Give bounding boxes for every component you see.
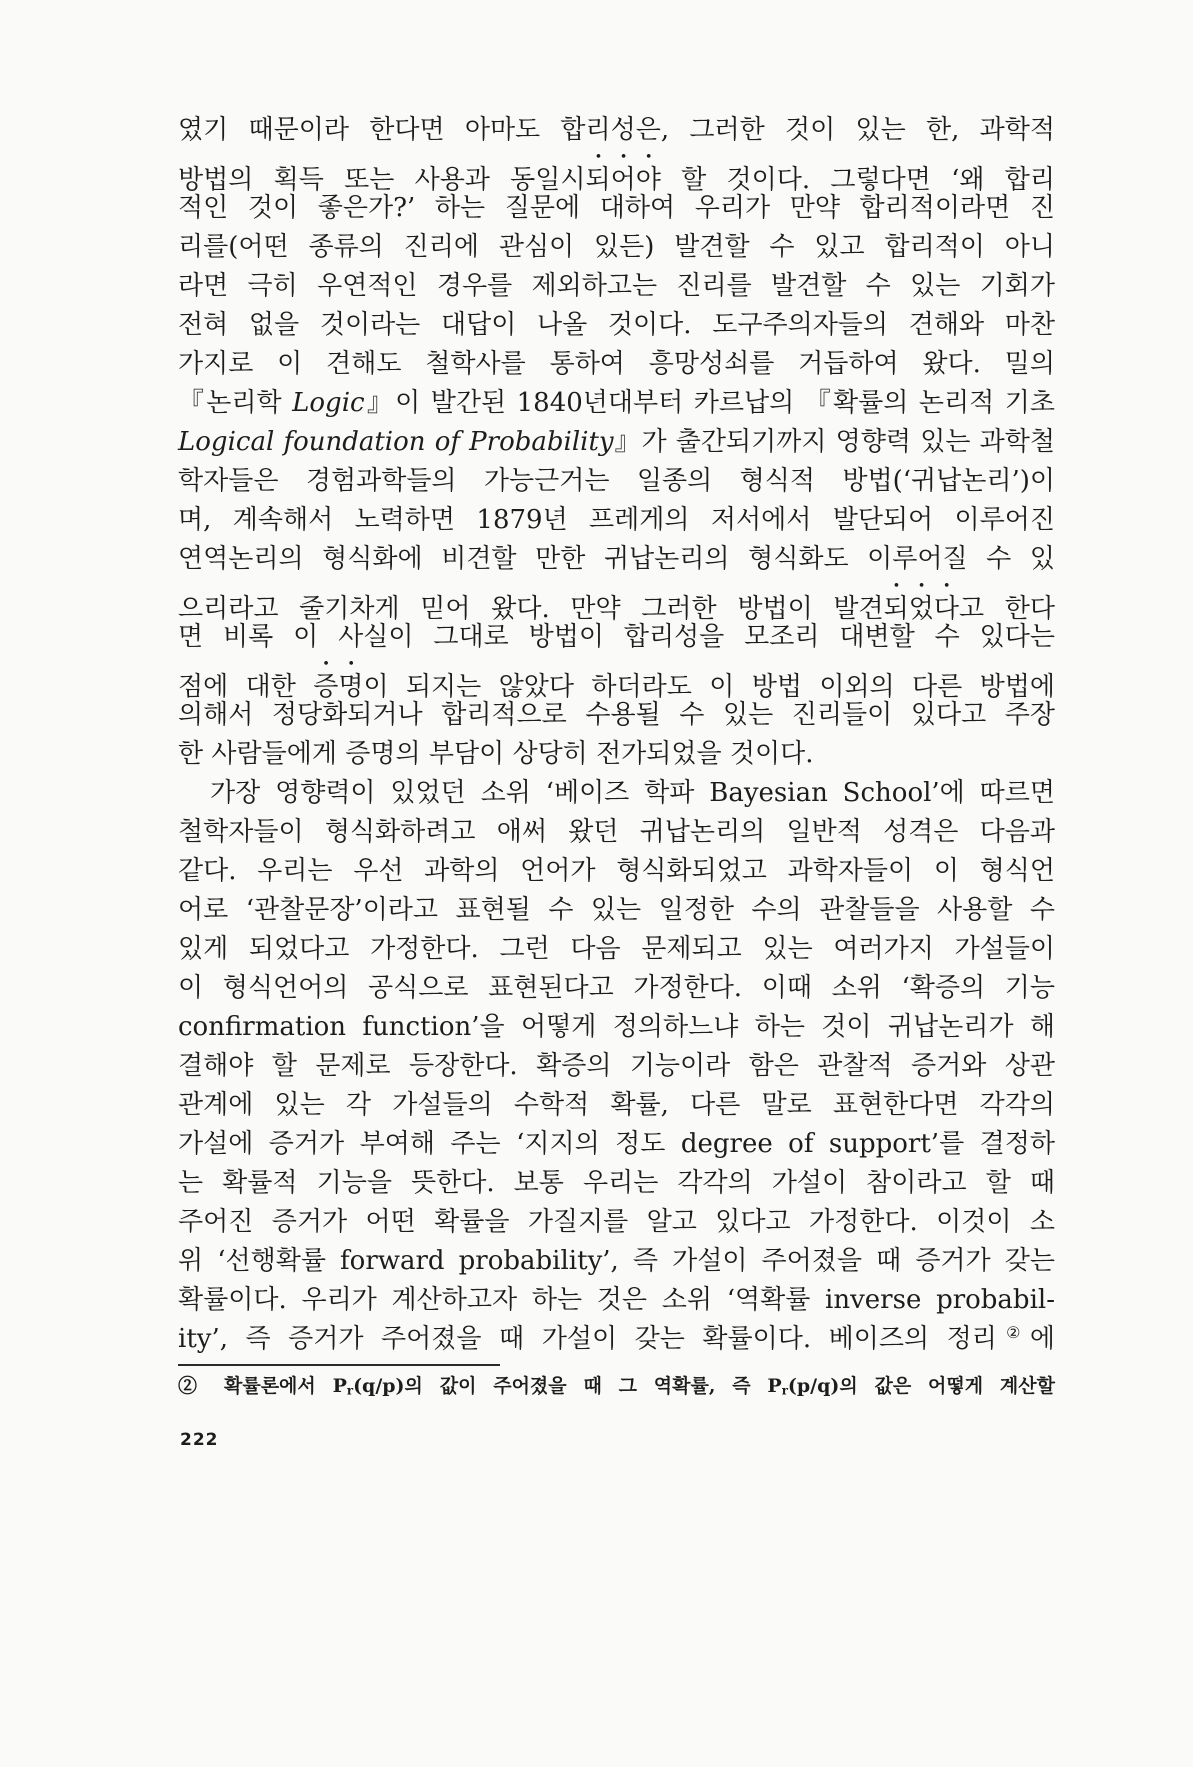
paragraph <box>178 774 1055 1359</box>
text-segment: 며, 계속해서 노력하면 1879년 프레게의 저서에서 발단되어 이루어진 <box>178 505 1055 535</box>
text-segment: ② 확률론에서 P <box>178 1375 347 1397</box>
text-segment: 학자들은 경험과학들의 가능근거는 일종의 형식적 방법(‘귀납논리’)이 <box>178 466 1055 496</box>
text-line <box>178 150 1055 195</box>
italic-title: Logical foundation of Probability <box>178 427 614 457</box>
text-line <box>178 657 1055 702</box>
text-line <box>178 189 1055 228</box>
text-line <box>178 1320 1055 1359</box>
footnote-divider <box>178 1364 500 1366</box>
text-line <box>178 1047 1055 1086</box>
text-segment: 주어진 증거가 어떤 확률을 가질지를 알고 있다고 가정한다. 이것이 소 <box>178 1207 1055 1237</box>
emphasized-text: 되어야 <box>585 165 661 195</box>
text-line <box>178 1203 1055 1242</box>
text-segment: 고 한다 <box>958 594 1055 624</box>
subscript: r <box>346 1383 354 1398</box>
text-segment: 가장 영향력이 있었던 소위 ‘베이즈 학파 Bayesian School’에 따르면 <box>210 778 1055 808</box>
text-segment: 한 사람들에게 증명의 부담이 상당히 전가되었을 것이다. <box>178 739 814 769</box>
text-segment: 라면 극히 우연적인 경우를 제외하고는 진리를 발견할 수 있는 기회가 <box>178 271 1055 301</box>
text-line <box>178 618 1055 657</box>
text-line <box>178 228 1055 267</box>
text-segment: 』이 발간된 1840년대부터 카르납의 『확률의 논리적 기초 <box>364 388 1055 418</box>
footnote-line <box>178 1372 1055 1400</box>
text-segment: 확률이다. 우리가 계산하고자 하는 것은 소위 ‘역확률 inverse probabil- <box>178 1285 1055 1315</box>
text-segment: ity’, 즉 증거가 주어졌을 때 가설이 갖는 확률이다. 베이즈의 정리 <box>178 1324 997 1354</box>
text-segment: 였기 때문이라 한다면 아마도 합리성은, 그러한 것이 있는 한, 과학적 <box>178 115 1055 145</box>
text-segment: 할 것이다. 그렇다면 ‘왜 합리 <box>660 165 1055 195</box>
text-line <box>178 345 1055 384</box>
text-line <box>178 267 1055 306</box>
text-line <box>178 1008 1055 1047</box>
text-line <box>178 306 1055 345</box>
text-segment: 의해서 정당화되거나 합리적으로 수용될 수 있는 진리들이 있다고 주장 <box>178 700 1055 730</box>
text-segment: 으리라고 줄기차게 믿어 왔다. 만약 그러한 방법이 발견 <box>178 594 884 624</box>
text-segment: 가지로 이 견해도 철학사를 통하여 흥망성쇠를 거듭하여 왔다. 밀의 <box>178 349 1055 379</box>
text-segment: 이 되지는 않았다 하더라도 이 방법 이외의 다른 방법에 <box>363 672 1055 702</box>
text-segment: 이 형식언어의 공식으로 표현된다고 가정한다. 이때 소위 ‘확증의 기능 <box>178 973 1055 1003</box>
text-line <box>178 696 1055 735</box>
text-line <box>178 579 1055 624</box>
text-segment: 『논리학 <box>178 388 293 418</box>
subscript: r <box>781 1383 788 1398</box>
text-segment: 어로 ‘관찰문장’이라고 표현될 수 있는 일정한 수의 관찰들을 사용할 수 <box>178 895 1055 925</box>
text-line <box>178 384 1055 423</box>
footnote <box>178 1372 1055 1400</box>
emphasized-text: 되었다 <box>883 594 959 624</box>
text-line <box>178 774 1055 813</box>
italic-title: Logic <box>292 388 365 418</box>
text-segment: 에 <box>1029 1324 1055 1354</box>
text-line <box>178 462 1055 501</box>
text-segment: 점에 대한 <box>178 672 314 702</box>
text-segment: 가설에 증거가 부여해 주는 ‘지지의 정도 degree of support’를 결정하 <box>178 1129 1055 1159</box>
text-line <box>178 735 1055 774</box>
text-segment: 관계에 있는 각 가설들의 수학적 확률, 다른 말로 표현한다면 각각의 <box>178 1090 1055 1120</box>
emphasized-text: 증명 <box>313 672 364 702</box>
page-number: 222 <box>180 1430 219 1450</box>
text-line <box>178 930 1055 969</box>
text-line <box>178 852 1055 891</box>
text-line <box>178 969 1055 1008</box>
text-line <box>178 1125 1055 1164</box>
text-line <box>178 540 1055 579</box>
text-line <box>178 813 1055 852</box>
text-line <box>178 1281 1055 1320</box>
text-line <box>178 1242 1055 1281</box>
text-segment: 연역논리의 형식화에 비견할 만한 귀납논리의 형식화도 이루어질 수 있 <box>178 544 1055 574</box>
paragraph <box>178 111 1055 774</box>
text-segment: 있게 되었다고 가정한다. 그런 다음 문제되고 있는 여러가지 가설들이 <box>178 934 1055 964</box>
text-segment: (q/p)의 값이 주어졌을 때 그 역확률, 즉 P <box>353 1375 782 1397</box>
text-segment: 』가 출간되기까지 영향력 있는 과학철 <box>613 427 1055 457</box>
text-segment: 철학자들이 형식화하려고 애써 왔던 귀납논리의 일반적 성격은 다음과 <box>178 817 1055 847</box>
text-segment: 리를(어떤 종류의 진리에 관심이 있든) 발견할 수 있고 합리적이 아니 <box>178 232 1055 262</box>
text-segment: confirmation function’을 어떻게 정의하느냐 하는 것이 귀납논리가 해 <box>178 1012 1055 1042</box>
text-segment: 적인 것이 좋은가?’ 하는 질문에 대하여 우리가 만약 합리적이라면 진 <box>178 193 1055 223</box>
text-line <box>178 111 1055 150</box>
text-segment: 면 비록 이 사실이 그대로 방법이 합리성을 모조리 대변할 수 있다는 <box>178 622 1055 652</box>
text-line <box>178 501 1055 540</box>
text-segment: 전혀 없을 것이라는 대답이 나올 것이다. 도구주의자들의 견해와 마찬 <box>178 310 1055 340</box>
text-line <box>178 891 1055 930</box>
text-line <box>178 1086 1055 1125</box>
text-segment: (p/q)의 값은 어떻게 계산할 <box>787 1375 1055 1397</box>
text-segment: 방법의 획득 또는 사용과 동일시 <box>178 165 586 195</box>
footnote-marker: ② <box>996 1323 1030 1343</box>
text-line <box>178 423 1055 462</box>
text-segment: 같다. 우리는 우선 과학의 언어가 형식화되었고 과학자들이 이 형식언 <box>178 856 1055 886</box>
text-segment: 위 ‘선행확률 forward probability’, 즉 가설이 주어졌을 때 증거가 갖는 <box>178 1246 1055 1276</box>
body-text <box>178 111 1055 1359</box>
text-segment: 는 확률적 기능을 뜻한다. 보통 우리는 각각의 가설이 참이라고 할 때 <box>178 1168 1055 1198</box>
text-segment: 결해야 할 문제로 등장한다. 확증의 기능이라 함은 관찰적 증거와 상관 <box>178 1051 1055 1081</box>
text-line <box>178 1164 1055 1203</box>
